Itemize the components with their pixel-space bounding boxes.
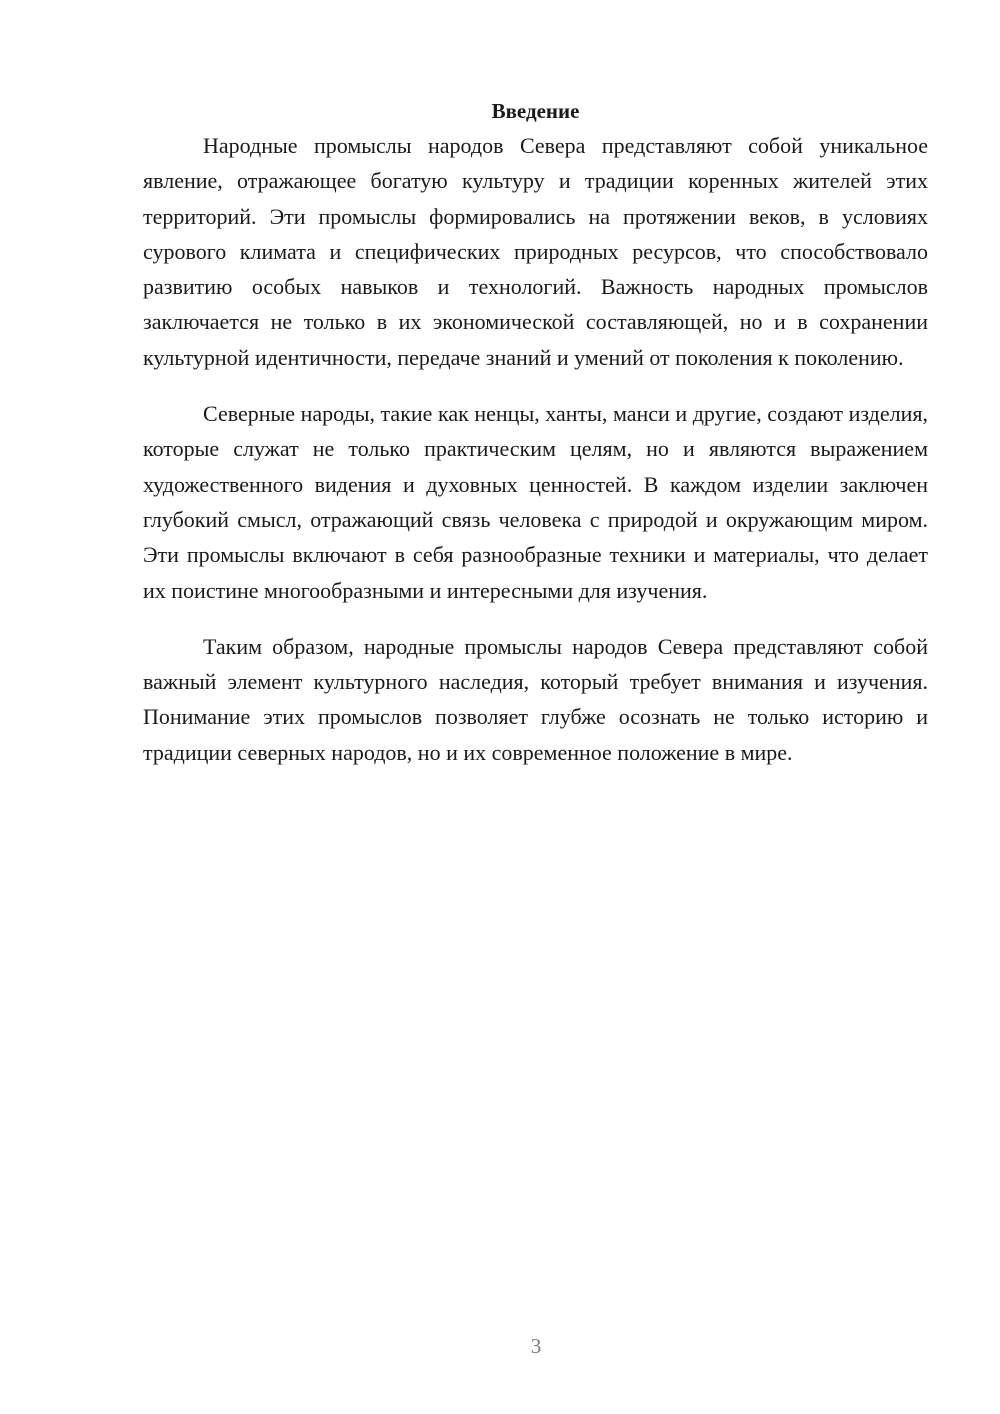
page-content [143, 96, 928, 791]
paragraph-2: Северные народы, такие как ненцы, ханты, манси и другие, создают изделия, которые служат не только практическим целям, но и являются выражением художественного видения и духовных ценностей. В каждом изделии заключен глубокий смысл, отражающий связь человека с природой и окружающим миром. Эти промыслы включают в себя разнообразные техники и материалы, что делает их поистине многообразными и интересными для изучения. [143, 401, 928, 603]
page-number: 3 [530, 1334, 542, 1358]
section-heading: Введение [491, 99, 580, 123]
paragraph-3: Таким образом, народные промыслы народов Севера представляют собой важный элемент культурного наследия, который требует внимания и изучения. Понимание этих промыслов позволяет глубже осознать не только историю и традиции северных народов, но и их современное положение в мире. [143, 633, 928, 765]
paragraph-1: Народные промыслы народов Севера представляют собой уникальное явление, отражающее богатую культуру и традиции коренных жителей этих территорий. Эти промыслы формировались на протяжении веков, в условиях сурового климата и специфических природных ресурсов, что способствовало развитию особых навыков и технологий. Важность народных промыслов заключается не только в их экономической составляющей, но и в сохранении культурной идентичности, передаче знаний и умений от поколения к поколению. [143, 133, 928, 370]
